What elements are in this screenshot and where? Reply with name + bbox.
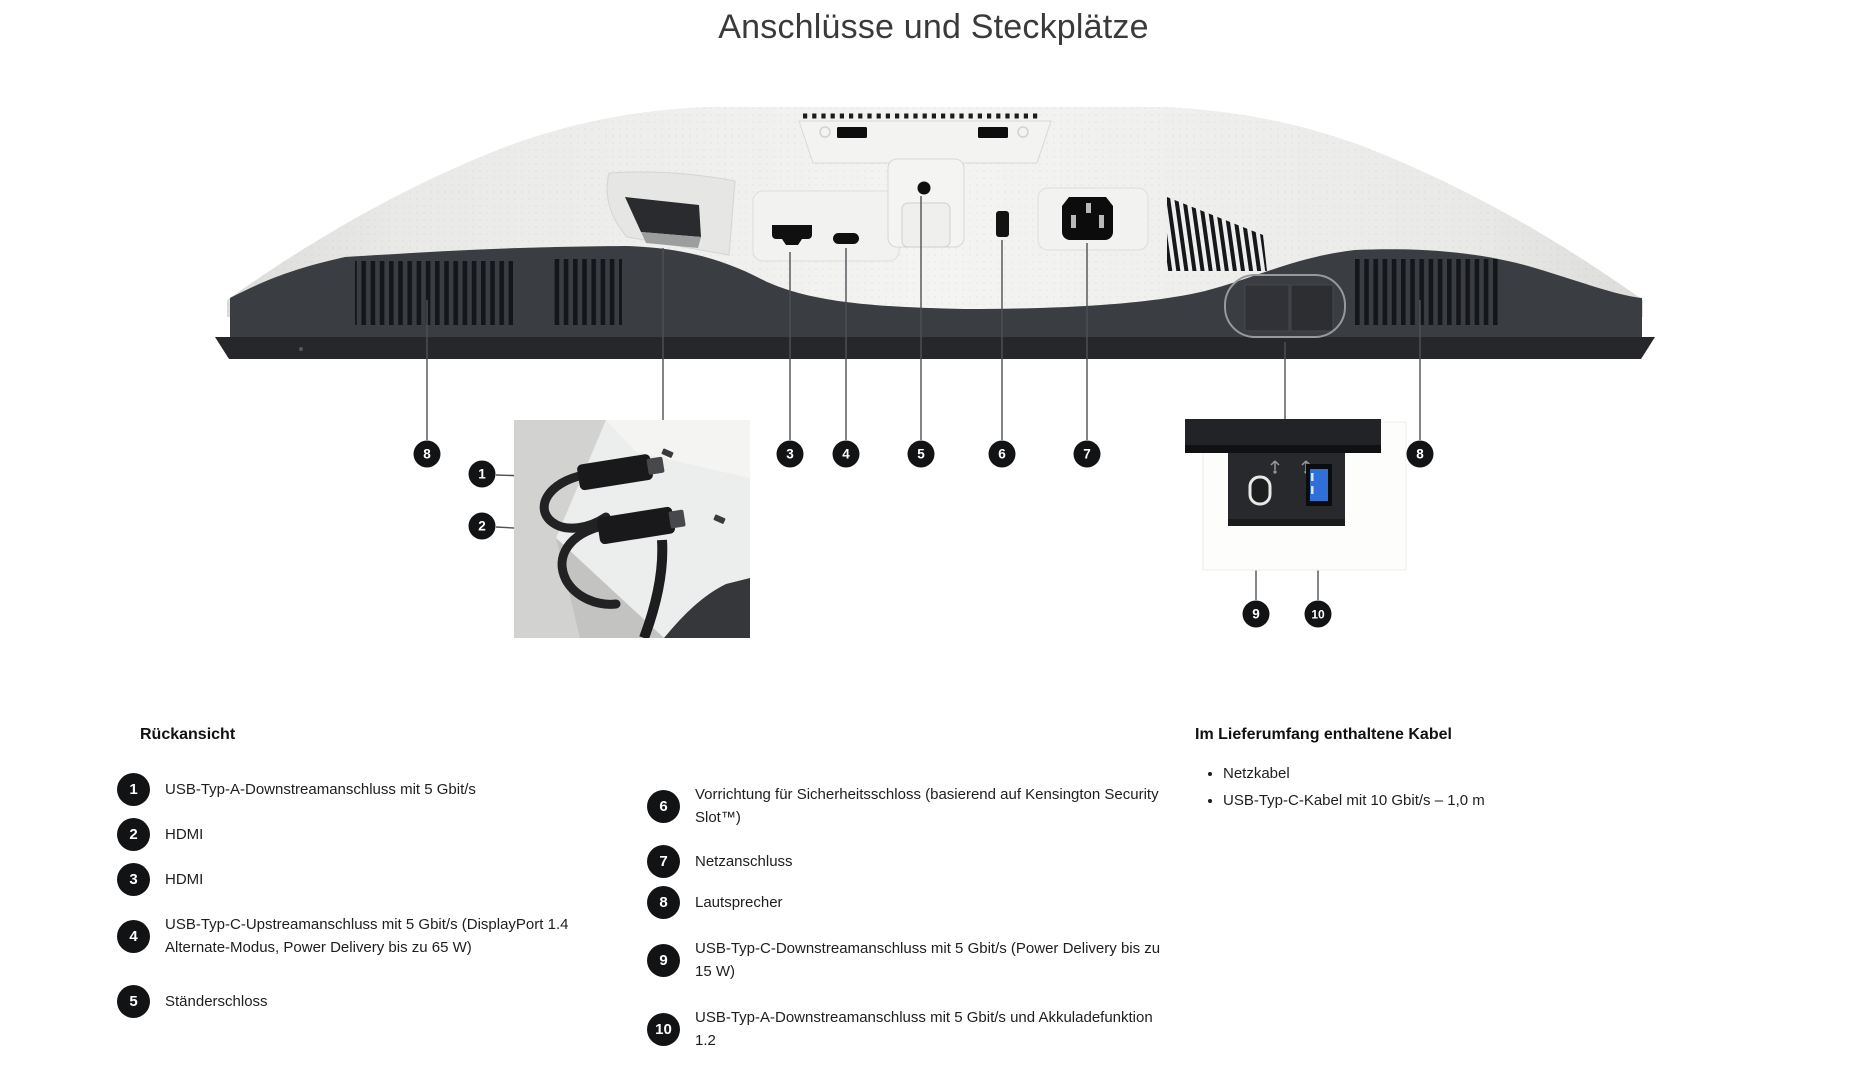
callout-badge-2: 2 [469,513,496,540]
legend-label-10: USB-Typ-A-Downstreamanschluss mit 5 Gbit/s und Akkuladefunktion 1.2 [695,1009,1153,1050]
legend-badge-1: 1 [117,773,150,806]
legend-badge-10: 10 [647,1013,680,1046]
legend-label-1: USB-Typ-A-Downstreamanschluss mit 5 Gbit/s [165,780,476,798]
legend-label-3: HDMI [165,870,204,888]
legend-item-10 [647,1006,1163,1053]
callout-badge-1: 1 [469,461,496,488]
legend-label-9: USB-Typ-C-Downstreamanschluss mit 5 Gbit/s (Power Delivery bis zu 15 W) [695,940,1161,981]
callout-badge-3: 3 [777,441,804,468]
cable-item-usbc: • USB-Typ-C-Kabel mit 10 Gbit/s – 1,0 m [1223,787,1485,814]
usb-c-downstream-port [1250,477,1270,504]
legend-label-4: USB-Typ-C-Upstreamanschluss mit 5 Gbit/s (DisplayPort 1.4 Alternate-Modus, Power Delivery bis zu 65 W) [165,916,569,957]
legend-item-9 [647,937,1163,984]
callout-badge-4: 4 [833,441,860,468]
legend-item-5 [117,985,605,1018]
legend-item-3 [117,863,605,896]
legend-item-7 [647,845,1163,878]
legend-badge-7: 7 [647,845,680,878]
included-cables-list [1205,760,1485,814]
legend-badge-2: 2 [117,818,150,851]
callout-badge-8-right: 8 [1407,441,1434,468]
legend-badge-4: 4 [117,920,150,953]
legend-label-5: Ständerschloss [165,992,268,1010]
callout-badge-7: 7 [1074,441,1101,468]
legend-badge-3: 3 [117,863,150,896]
callout-badge-6: 6 [989,441,1016,468]
legend-item-2 [117,818,605,851]
legend-item-6 [647,783,1163,830]
legend-label-6: Vorrichtung für Sicherheitsschloss (basierend auf Kensington Security Slot™) [695,786,1159,827]
legend-item-1 [117,773,605,806]
legend-badge-8: 8 [647,886,680,919]
page-title: Anschlüsse und Steckplätze [718,8,1149,46]
callout-badge-8-left: 8 [414,441,441,468]
legend-label-2: HDMI [165,825,204,843]
bezel-bar [1185,419,1381,445]
callout-badge-10: 10 [1305,601,1332,628]
legend-item-8 [647,886,1163,919]
rear-view-heading: Rückansicht [140,726,236,743]
legend-label-8: Lautsprecher [695,893,783,911]
legend-badge-5: 5 [117,985,150,1018]
legend-badge-9: 9 [647,944,680,977]
cable-inset-photo [514,420,750,638]
callout-badge-9: 9 [1243,601,1270,628]
included-cables-heading: Im Lieferumfang enthaltene Kabel [1195,726,1452,743]
callout-badge-5: 5 [908,441,935,468]
usb-inset [1180,412,1416,577]
cable-item-power: • Netzkabel [1223,760,1485,787]
legend-item-4 [117,913,630,960]
legend-badge-6: 6 [647,790,680,823]
legend-label-7: Netzanschluss [695,852,793,870]
